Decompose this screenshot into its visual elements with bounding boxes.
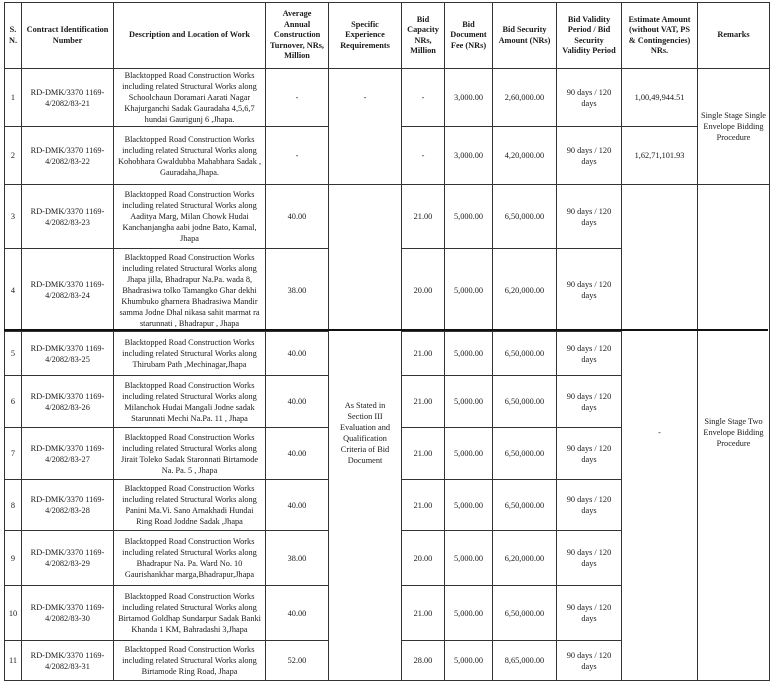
row-doc-fee: 5,000.00: [445, 641, 493, 681]
header-doc-fee: Bid Document Fee (NRs): [445, 3, 493, 69]
row-doc-fee: 5,000.00: [445, 376, 493, 428]
row-sn: 10: [5, 586, 22, 641]
row-contract-id: RD-DMK/3370 1169-4/2082/83-29: [22, 531, 114, 586]
row-sn: 11: [5, 641, 22, 681]
row-security: 4,20,000.00: [493, 127, 557, 185]
row-turnover: 52.00: [266, 641, 329, 681]
row-validity: 90 days / 120 days: [557, 376, 622, 428]
row-bid-capacity: 21.00: [402, 185, 445, 249]
header-turnover: Average Annual Construction Turnover, NRs, Million: [266, 3, 329, 69]
row-description: Blacktopped Road Construction Works including related Structural Works along Milanchok Hudai Mangali Jodne sadak Starunnati Mechi Na.Pa. 11 , Jhapa: [114, 376, 266, 428]
header-description: Description and Location of Work: [114, 3, 266, 69]
row-doc-fee: 5,000.00: [445, 185, 493, 249]
row-description: Blacktopped Road Construction Works including related Structural Works along Aaditya Marg, Milan Chowk Hudai Kanchanjangha aabi jodne Bato, Kamal, Jhapa: [114, 185, 266, 249]
estimate-group-2: -: [622, 185, 698, 681]
experience-group-1: -: [329, 69, 402, 127]
header-bid-capacity: Bid Capacity NRs, Million: [402, 3, 445, 69]
row-turnover: 40.00: [266, 376, 329, 428]
row-turnover: -: [266, 69, 329, 127]
row-validity: 90 days / 120 days: [557, 480, 622, 531]
row-contract-id: RD-DMK/3370 1169-4/2082/83-31: [22, 641, 114, 681]
row-contract-id: RD-DMK/3370 1169-4/2082/83-30: [22, 586, 114, 641]
table-row: [5, 127, 770, 185]
row-description: Blacktopped Road Construction Works including related Structural Works along Birtamod Goldhap Sundarpur Sadak Banki Khanda 1 KM, Bahradashi 3,Jhapa: [114, 586, 266, 641]
row-doc-fee: 5,000.00: [445, 586, 493, 641]
row-bid-capacity: 21.00: [402, 376, 445, 428]
row-turnover: 40.00: [266, 428, 329, 480]
row-bid-capacity: 21.00: [402, 480, 445, 531]
table-row: [5, 185, 770, 249]
row-bid-capacity: 20.00: [402, 249, 445, 332]
row-validity: 90 days / 120 days: [557, 127, 622, 185]
row-turnover: -: [266, 127, 329, 185]
row-sn: 4: [5, 249, 22, 332]
experience-group-2: As Stated in Section III Evaluation and Qualification Criteria of Bid Document: [329, 185, 402, 681]
row-validity: 90 days / 120 days: [557, 641, 622, 681]
header-row: [5, 3, 770, 69]
header-remarks: Remarks: [698, 3, 770, 69]
row-contract-id: RD-DMK/3370 1169-4/2082/83-28: [22, 480, 114, 531]
row-validity: 90 days / 120 days: [557, 69, 622, 127]
row-validity: 90 days / 120 days: [557, 586, 622, 641]
row-bid-capacity: -: [402, 127, 445, 185]
bottom-edge: [0, 685, 772, 691]
row-doc-fee: 5,000.00: [445, 480, 493, 531]
row-description: Blacktopped Road Construction Works including related Structural Works along Birtamode Ring Road, Jhapa: [114, 641, 266, 681]
header-contract-id: Contract Identification Number: [22, 3, 114, 69]
remarks-group-2: Single Stage Two Envelope Bidding Procedure: [698, 185, 770, 681]
row-contract-id: RD-DMK/3370 1169-4/2082/83-23: [22, 185, 114, 249]
row-sn: 3: [5, 185, 22, 249]
top-edge: [0, 0, 772, 2]
row-doc-fee: 5,000.00: [445, 428, 493, 480]
row-description: Blacktopped Road Construction Works including related Structural Works along Bhadrapur Na. Pa. Ward No. 10 Gaurishankhar marga,Bhadrapur,Jhapa: [114, 531, 266, 586]
row-bid-capacity: 21.00: [402, 586, 445, 641]
page-break-line: [4, 329, 768, 331]
row-security: 6,20,000.00: [493, 531, 557, 586]
row-description: Blacktopped Road Construction Works including related Structural Works along Schoolchaun Doramari Aarati Nagar Khajurganchi Sadak Gauradaha 4,5,6,7 hundai Gaurigunj 6 ,Jhapa.: [114, 69, 266, 127]
row-turnover: 40.00: [266, 586, 329, 641]
row-doc-fee: 3,000.00: [445, 69, 493, 127]
row-turnover: 40.00: [266, 185, 329, 249]
row-contract-id: RD-DMK/3370 1169-4/2082/83-25: [22, 332, 114, 376]
row-validity: 90 days / 120 days: [557, 531, 622, 586]
row-contract-id: RD-DMK/3370 1169-4/2082/83-21: [22, 69, 114, 127]
row-description: Blacktopped Road Construction Works including related Structural Works along Panini Ma.Vi. Sano Arnakhadi Hundai Ring Road Joddne Sadak ,Jhapa: [114, 480, 266, 531]
row-security: 2,60,000.00: [493, 69, 557, 127]
row-sn: 8: [5, 480, 22, 531]
row-security: 6,50,000.00: [493, 185, 557, 249]
header-sn: S. N.: [5, 3, 22, 69]
row-estimate: 1,62,71,101.93: [622, 127, 698, 185]
row-doc-fee: 5,000.00: [445, 531, 493, 586]
row-security: 6,50,000.00: [493, 586, 557, 641]
row-estimate: 1,00,49,944.51: [622, 69, 698, 127]
row-description: Blacktopped Road Construction Works including related Structural Works along Jirait Toleko Sadak Staronnati Birtamode Na. Pa. 5 , Jhapa: [114, 428, 266, 480]
row-description: Blacktopped Road Construction Works including related Structural Works along Thirubam Path ,Mechinagar,Jhapa: [114, 332, 266, 376]
row-contract-id: RD-DMK/3370 1169-4/2082/83-27: [22, 428, 114, 480]
row-sn: 9: [5, 531, 22, 586]
row-contract-id: RD-DMK/3370 1169-4/2082/83-22: [22, 127, 114, 185]
row-bid-capacity: 21.00: [402, 332, 445, 376]
row-bid-capacity: -: [402, 69, 445, 127]
header-validity: Bid Validity Period / Bid Security Validity Period: [557, 3, 622, 69]
remarks-group-1: Single Stage Single Envelope Bidding Procedure: [698, 69, 770, 185]
row-security: 6,50,000.00: [493, 480, 557, 531]
header-security: Bid Security Amount (NRs): [493, 3, 557, 69]
row-sn: 2: [5, 127, 22, 185]
header-experience: Specific Experience Requirements: [329, 3, 402, 69]
row-validity: 90 days / 120 days: [557, 249, 622, 332]
row-doc-fee: 5,000.00: [445, 249, 493, 332]
row-turnover: 38.00: [266, 249, 329, 332]
table-row: [5, 69, 770, 127]
row-security: 6,50,000.00: [493, 376, 557, 428]
experience-group-1-cont: [329, 127, 402, 185]
row-security: 6,50,000.00: [493, 332, 557, 376]
bid-notice-table-container: [4, 2, 768, 681]
row-security: 6,50,000.00: [493, 428, 557, 480]
header-estimate: Estimate Amount (without VAT, PS & Contingencies) NRs.: [622, 3, 698, 69]
row-bid-capacity: 20.00: [402, 531, 445, 586]
row-description: Blacktopped Road Construction Works including related Structural Works along Jhapa jilla, Bhadrapur Na.Pa. wada 8, Bhadrasiwa tolko Tamangko Ghar dekhi Khumbuko gharnera Bhadrasiwa Mandir samma Jodne Dhal nikasa sahit marmat ra starunnati , Bhadrapur , Jhapa: [114, 249, 266, 332]
row-turnover: 40.00: [266, 480, 329, 531]
row-sn: 5: [5, 332, 22, 376]
row-turnover: 38.00: [266, 531, 329, 586]
row-validity: 90 days / 120 days: [557, 428, 622, 480]
row-security: 6,20,000.00: [493, 249, 557, 332]
row-bid-capacity: 21.00: [402, 428, 445, 480]
row-description: Blacktopped Road Construction Works including related Structural Works along Kohobhara Gwaldubba Mahabhara Sadak , Gauradaha,Jhapa.: [114, 127, 266, 185]
row-security: 8,65,000.00: [493, 641, 557, 681]
row-validity: 90 days / 120 days: [557, 332, 622, 376]
row-validity: 90 days / 120 days: [557, 185, 622, 249]
row-contract-id: RD-DMK/3370 1169-4/2082/83-26: [22, 376, 114, 428]
bid-notice-table: [4, 2, 770, 681]
row-sn: 1: [5, 69, 22, 127]
row-bid-capacity: 28.00: [402, 641, 445, 681]
row-sn: 6: [5, 376, 22, 428]
row-contract-id: RD-DMK/3370 1169-4/2082/83-24: [22, 249, 114, 332]
row-sn: 7: [5, 428, 22, 480]
row-turnover: 40.00: [266, 332, 329, 376]
row-doc-fee: 5,000.00: [445, 332, 493, 376]
row-doc-fee: 3,000.00: [445, 127, 493, 185]
